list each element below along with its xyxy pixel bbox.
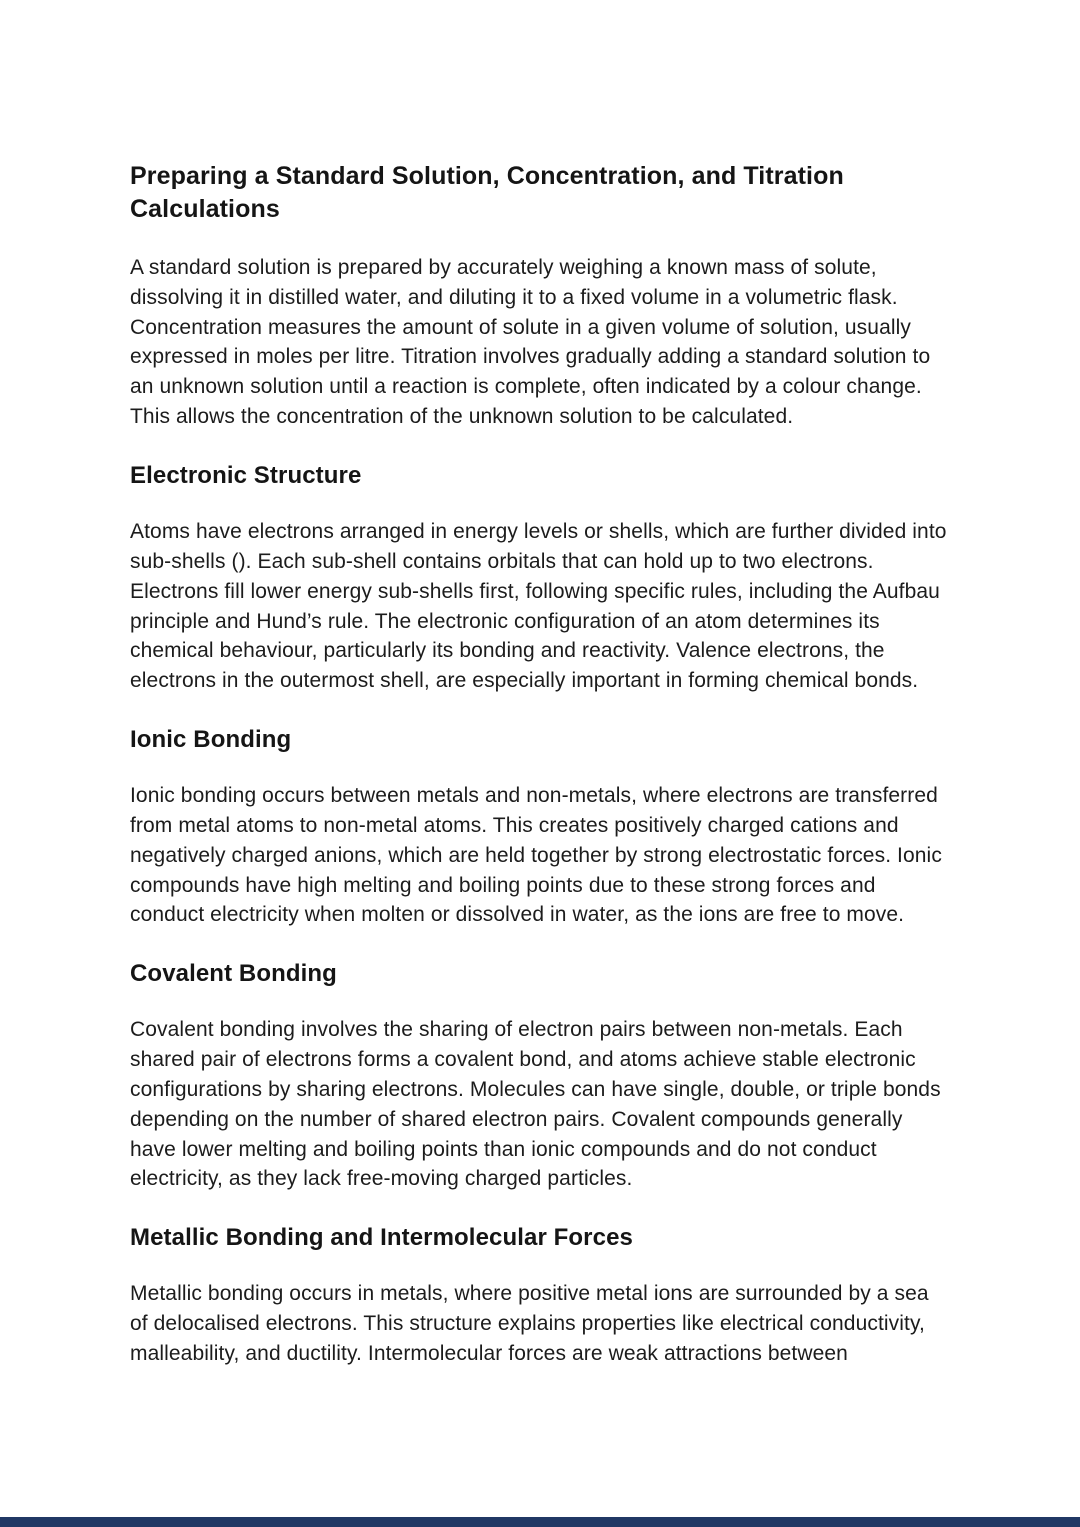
intro-paragraph: A standard solution is prepared by accurately weighing a known mass of solute, dissolving it in distilled water, and diluting it to a fixed volume in a volumetric flask. Concentration measures the amount of solute in a given volume of solution, usually expressed in moles per litre. Titration involves gradually adding a standard solution to an unknown solution until a reaction is complete, often indicated by a colour change. This allows the concentration of the unknown solution to be calculated. xyxy=(130,256,931,429)
section-paragraph: Covalent bonding involves the sharing of electron pairs between non-metals. Each shared pair of electrons forms a covalent bond, and atoms achieve stable electronic configurations by sharing electrons. Molecules can have single, double, or triple bonds depending on the number of shared electron pairs. Covalent compounds generally have lower melting and boiling points than ionic compounds and do not conduct electricity, as they lack free-moving charged particles. xyxy=(130,1018,941,1191)
section-metallic-bonding xyxy=(130,1222,950,1369)
section-ionic-bonding xyxy=(130,724,950,930)
section-heading: Metallic Bonding and Intermolecular Forces xyxy=(130,1224,633,1252)
section-heading: Covalent Bonding xyxy=(130,960,337,988)
section-paragraph: Metallic bonding occurs in metals, where positive metal ions are surrounded by a sea of delocalised electrons. This structure explains properties like electrical conductivity, malleability, and ductility. Intermolecular forces are weak attractions between xyxy=(130,1282,929,1366)
section-paragraph: Ionic bonding occurs between metals and non-metals, where electrons are transferred from metal atoms to non-metal atoms. This creates positively charged cations and negatively charged anions, which are held together by strong electrostatic forces. Ionic compounds have high melting and boiling points due to these strong forces and conduct electricity when molten or dissolved in water, as the ions are free to move. xyxy=(130,784,942,927)
document-title: Preparing a Standard Solution, Concentration, and Titration Calculations xyxy=(130,162,844,223)
section-heading: Electronic Structure xyxy=(130,461,362,489)
section-electronic-structure xyxy=(130,460,950,696)
section-paragraph: Atoms have electrons arranged in energy levels or shells, which are further divided into sub-shells (). Each sub-shell contains orbitals that can hold up to two electrons. Electrons fill lower energy sub-shells first, following specific rules, including the Aufbau principle and Hund’s rule. The electronic configuration of an atom determines its chemical behaviour, particularly its bonding and reactivity. Valence electrons, the electrons in the outermost shell, are especially important in forming chemical bonds. xyxy=(130,520,947,693)
section-covalent-bonding xyxy=(130,958,950,1194)
page-bottom-bar xyxy=(0,1517,1080,1527)
section-heading: Ionic Bonding xyxy=(130,725,292,753)
